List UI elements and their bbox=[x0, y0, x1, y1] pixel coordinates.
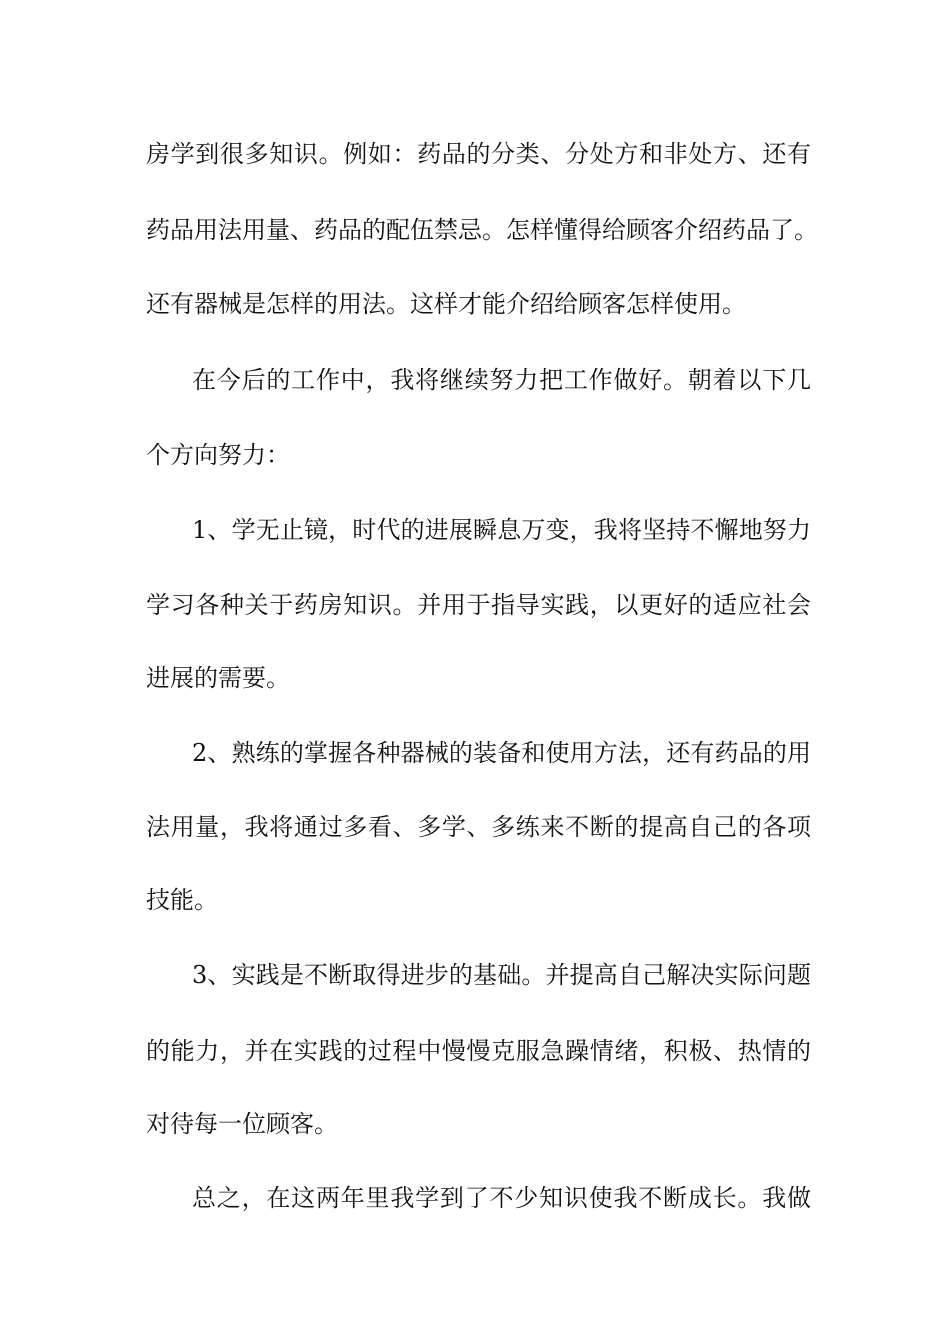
text-line: 学习各种关于药房知识。并用于指导实践，以更好的适应社会 bbox=[146, 591, 811, 619]
paragraph-first-line: 总之，在这两年里我学到了不少知识使我不断成长。我做 bbox=[192, 1184, 811, 1212]
text-line: 药品用法用量、药品的配伍禁忌。怎样懂得给顾客介绍药品了。 bbox=[146, 216, 818, 244]
text-line: 对待每一位顾客。 bbox=[146, 1110, 338, 1138]
list-item-3-first-line: 3、实践是不断取得进步的基础。并提高自己解决实际问题 bbox=[192, 961, 811, 989]
text-line: 技能。 bbox=[146, 886, 218, 914]
text-line: 的能力，并在实践的过程中慢慢克服急躁情绪，积极、热情的 bbox=[146, 1037, 811, 1065]
text-line: 法用量，我将通过多看、多学、多练来不断的提高自己的各项 bbox=[146, 813, 811, 841]
text-line: 进展的需要。 bbox=[146, 664, 290, 692]
paragraph-first-line: 在今后的工作中，我将继续努力把工作做好。朝着以下几 bbox=[192, 366, 811, 394]
text-line: 房学到很多知识。例如：药品的分类、分处方和非处方、还有 bbox=[146, 140, 811, 168]
text-line: 个方向努力： bbox=[146, 441, 290, 469]
text-line: 还有器械是怎样的用法。这样才能介绍给顾客怎样使用。 bbox=[146, 290, 746, 318]
list-item-1-first-line: 1、学无止镜，时代的进展瞬息万变，我将坚持不懈地努力 bbox=[192, 516, 811, 544]
list-item-2-first-line: 2、熟练的掌握各种器械的装备和使用方法，还有药品的用 bbox=[192, 739, 811, 767]
